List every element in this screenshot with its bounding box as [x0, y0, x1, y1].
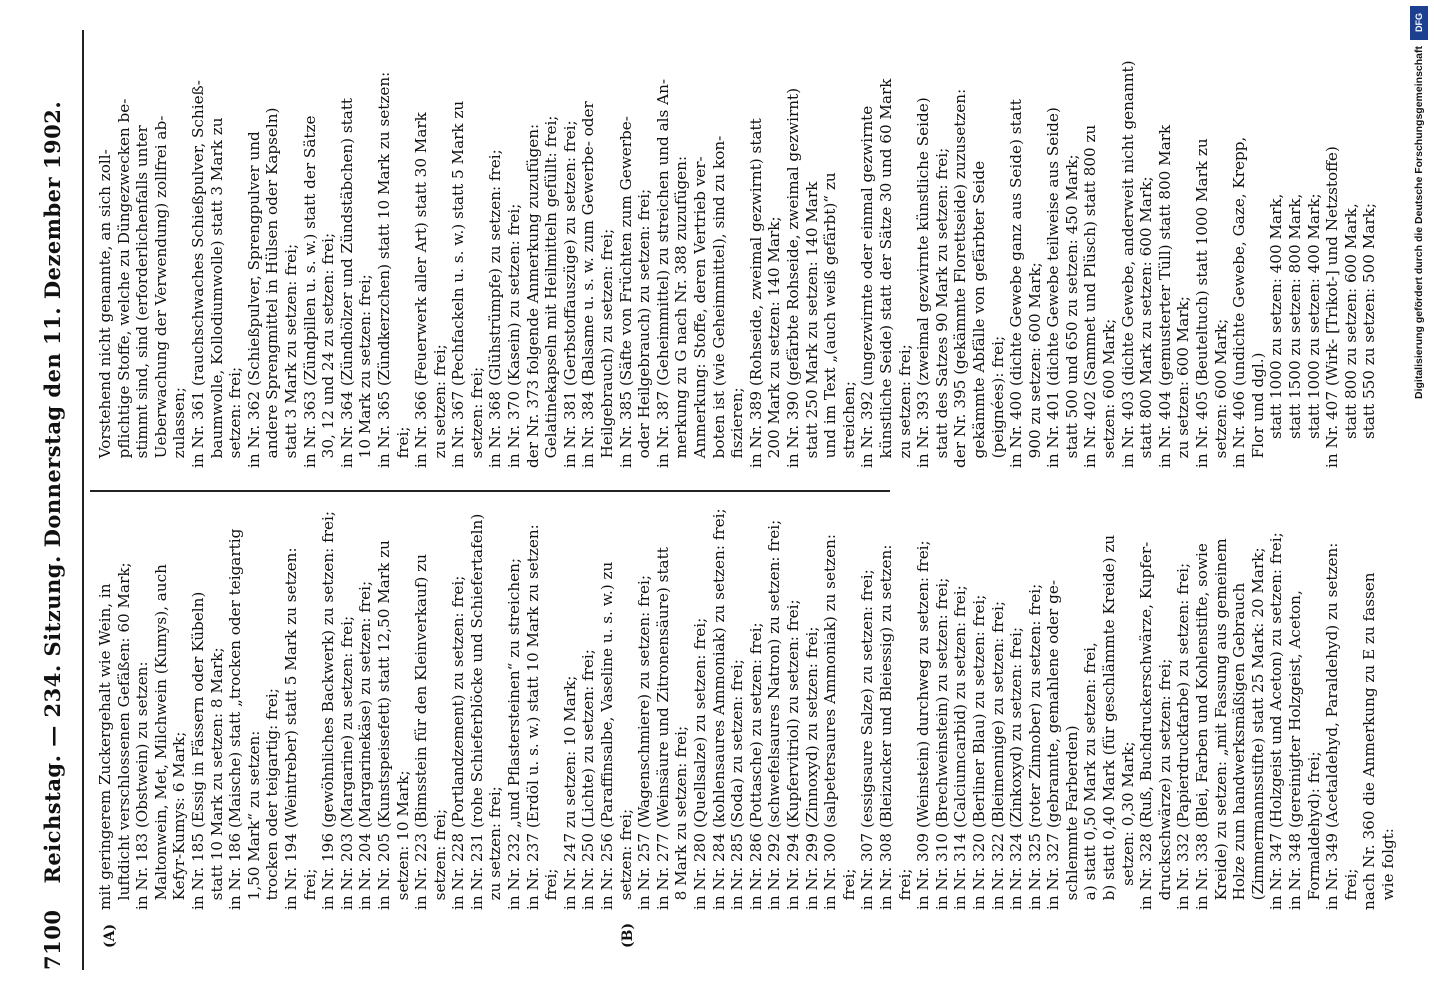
text-line: in Nr. 292 (schwefelsaures Natron) zu setzen: frei; — [765, 519, 784, 910]
text-line: und im Text „(auch weiß gefärbt)“ zu — [821, 172, 840, 468]
text-line: setzen: 600 Mark; — [1100, 318, 1119, 468]
text-line: Maltonwein, Met, Milchwein (Kumys), auch — [151, 564, 170, 910]
margin-marker-a: (A) — [102, 923, 118, 948]
text-line: 200 Mark zu setzen: 140 Mark; — [765, 216, 784, 468]
text-line: in Nr. 223 (Bimsstein für den Kleinverkauf) zu — [412, 554, 431, 910]
text-line: statt 800 Mark zu setzen: 600 Mark; — [1137, 176, 1156, 468]
text-line: mit geringerem Zuckergehalt wie Wein, in — [96, 583, 114, 910]
text-line: Heilgebrauch) zu setzen: frei; — [598, 228, 617, 468]
text-line: stimmt sind, sind (erforderlichenfalls unter — [133, 125, 152, 468]
text-line: in Nr. 364 (Zündhölzer und Zündstäbchen) statt — [337, 97, 356, 468]
text-line: in Nr. 370 (Kasein) zu setzen: frei; — [505, 203, 524, 468]
text-line: frei; — [839, 868, 858, 910]
text-line: statt 1000 zu setzen: 400 Mark, — [1267, 193, 1286, 468]
text-line: in Nr. 250 (Lichte) zu setzen: frei; — [579, 649, 598, 910]
text-line: in Nr. 310 (Brechweinstein) zu setzen: frei; — [932, 577, 951, 910]
text-line: in Nr. 228 (Portlandzement) zu setzen: frei; — [449, 575, 468, 910]
text-line: in Nr. 400 (dichte Gewebe ganz aus Seide) statt — [1007, 99, 1026, 468]
text-line: in Nr. 277 (Weinsäure und Zitronensäure) statt — [653, 547, 672, 910]
text-line: andere Sprengmittel in Hülsen oder Kapseln) — [263, 107, 282, 468]
text-line: in Nr. 196 (gewöhnliches Backwerk) zu setzen: frei; — [319, 511, 338, 910]
text-line: in Nr. 332 (Papierdruckfarbe) zu setzen: frei; — [1174, 562, 1193, 910]
text-line: a) statt 0,50 Mark zu setzen: frei, — [1081, 642, 1100, 910]
text-line: frei; — [1341, 868, 1360, 910]
text-line: merkung zu G nach Nr. 388 zuzufügen: — [672, 155, 691, 468]
text-line: statt 1500 zu setzen: 800 Mark, — [1286, 193, 1304, 468]
text-line: 10 Mark zu setzen: frei; — [356, 274, 375, 468]
text-line: Kreide) zu setzen: „mit Fassung aus gemeinem — [1211, 538, 1230, 910]
text-line: in Nr. 402 (Sammet und Plüsch) statt 800 zu — [1081, 124, 1100, 468]
text-line: Flor und dgl.) — [1248, 352, 1267, 468]
text-line: setzen: frei; — [226, 366, 245, 468]
text-line: künstliche Seide) statt der Sätze 30 und 60 Mark — [876, 78, 895, 468]
text-line: setzen: 600 Mark; — [1211, 318, 1230, 468]
text-line: druckschwärze) zu setzen: frei; — [1155, 658, 1174, 910]
text-line: Holze zum handwerksmäßigen Gebrauch — [1230, 582, 1249, 910]
text-line: in Nr. 325 (roter Zinnober) zu setzen: frei; — [1025, 583, 1044, 910]
text-line: in Nr. 349 (Acetaldehyd, Paraldehyd) zu setzen: — [1323, 542, 1342, 910]
right-column — [96, 60, 1379, 468]
text-line: der Nr. 395 (gekämmte Florettseide) zuzusetzen: — [951, 88, 970, 468]
text-line: in Nr. 300 (salpetersaures Ammoniak) zu setzen: — [821, 534, 840, 910]
text-line: in Nr. 286 (Pottasche) zu setzen: frei; — [746, 622, 765, 910]
text-line: in Nr. 183 (Obstwein) zu setzen: — [133, 661, 152, 910]
text-line: in Nr. 406 (undichte Gewebe, Gaze, Krepp, — [1230, 136, 1249, 468]
text-line: Formaldehyd): frei; — [1304, 751, 1323, 910]
text-line: in Nr. 322 (Bleimennige) zu setzen: frei; — [988, 601, 1007, 910]
text-line: in Nr. 204 (Margarinekäse) zu setzen: frei; — [356, 580, 375, 910]
text-line: in Nr. 338 (Blei, Farben und Kohlenstifte, sowie — [1193, 543, 1212, 910]
text-line: zu setzen: frei; — [430, 344, 449, 468]
text-line: nach Nr. 360 die Anmerkung zu E zu fassen — [1360, 572, 1379, 910]
text-line: in Nr. 405 (Beuteltuch) statt 1000 Mark zu — [1193, 138, 1212, 468]
page-header — [40, 30, 78, 970]
text-line: 30, 12 und 24 zu setzen: frei; — [319, 232, 338, 468]
text-line: 1,50 Mark“ zu setzen: — [244, 730, 263, 910]
text-line: in Nr. 294 (Kupfervitriol) zu setzen: frei; — [783, 599, 802, 910]
text-line: in Nr. 365 (Zündkerzchen) statt 10 Mark zu setzen: — [374, 71, 393, 468]
text-line: statt 800 zu setzen: 600 Mark, — [1341, 203, 1360, 468]
text-line: in Nr. 231 (rohe Schieferblöcke und Schiefertafeln) — [467, 513, 486, 910]
text-line: frei; — [393, 426, 412, 468]
header-rule — [82, 30, 84, 970]
text-line: frei; — [895, 868, 914, 910]
text-line: in Nr. 381 (Gerbstoffauszüge) zu setzen: frei; — [560, 120, 579, 468]
text-line: setzen: frei; — [467, 366, 486, 468]
text-line: in Nr. 328 (Ruß, Buchdruckerschwärze, Kupfer- — [1137, 541, 1156, 910]
text-line: in Nr. 320 (Berliner Blau) zu setzen: frei; — [969, 594, 988, 910]
text-line: 900 zu setzen: 600 Mark; — [1025, 262, 1044, 468]
text-line: Gelatinekapseln mit Heilmitteln gefüllt: frei; — [542, 115, 561, 468]
page-number: 7100 — [40, 909, 65, 970]
text-line: in Nr. 392 (ungezwirnte oder einmal gezwirnte — [858, 105, 877, 468]
text-line: in Nr. 363 (Zündpillen u. s. w.) statt der Sätze — [300, 115, 319, 468]
text-line: in Nr. 247 zu setzen: 10 Mark; — [560, 675, 579, 910]
text-line: in Nr. 280 (Quellsalze) zu setzen: frei; — [691, 617, 709, 910]
text-line: frei; — [542, 868, 561, 910]
text-line: in Nr. 194 (Weintreber) statt 5 Mark zu setzen: — [281, 547, 300, 910]
text-line: in Nr. 257 (Wagenschmiere) zu setzen: frei; — [635, 575, 654, 910]
text-line: in Nr. 186 (Maische) statt „trocken oder teigartig — [226, 528, 245, 910]
text-line: der Nr. 373 folgende Anmerkung zuzufügen: — [523, 123, 542, 468]
text-line: in Nr. 390 (gefärbte Rohseide, zweimal gezwirnt) — [783, 87, 802, 468]
text-line: setzen: frei; — [430, 808, 449, 910]
text-line: zu setzen: 600 Mark; — [1174, 296, 1193, 468]
text-line: statt 550 zu setzen: 500 Mark; — [1360, 203, 1379, 468]
text-line: trocken oder teigartig: frei; — [263, 688, 282, 910]
text-line: statt des Satzes 90 Mark zu setzen: frei; — [932, 147, 951, 468]
text-line: setzen: 0,30 Mark; — [1118, 741, 1137, 910]
text-line: zu setzen: frei; — [486, 786, 505, 910]
text-line: Kefyr-Kumys: 6 Mark; — [170, 731, 189, 910]
text-line: in Nr. 361 (rauchschwaches Schießpulver, Schieß- — [188, 80, 207, 468]
text-line: baumwolle, Kollodiumwolle) statt 3 Mark zu — [207, 117, 226, 468]
text-line: pflichtige Stoffe, welche zu Düngezwecken be- — [114, 98, 133, 468]
text-line: statt 3 Mark zu setzen: frei; — [281, 243, 300, 468]
text-line: in Nr. 285 (Soda) zu setzen: frei; — [728, 659, 747, 910]
text-line: b) statt 0,40 Mark (für geschlämmte Kreide) zu — [1100, 534, 1119, 910]
text-line: statt 1000 zu setzen: 400 Mark; — [1304, 193, 1323, 468]
text-line: (peignées): frei; — [988, 335, 1007, 468]
text-line: schlemmte Farberden) — [1062, 725, 1081, 910]
column-divider — [90, 490, 890, 492]
dfg-logo-icon: DFG — [1410, 6, 1428, 40]
text-line: setzen: frei; — [616, 808, 635, 910]
text-line: in Nr. 407 (Wirk- [Trikot-] und Netzstoffe) — [1323, 146, 1342, 468]
text-line: in Nr. 256 (Paraffinsalbe, Vaseline u. s. w.) zu — [598, 561, 617, 910]
text-line: frei; — [300, 868, 319, 910]
text-line: wie folgt: — [1378, 828, 1397, 910]
text-line: in Nr. 367 (Pechfackeln u. s. w.) statt 5 Mark zu — [449, 100, 468, 468]
text-line: gekämmte Abfälle von gefärbter Seide — [969, 160, 988, 468]
text-line: in Nr. 347 (Holzgeist und Aceton) zu setzen: frei; — [1267, 532, 1286, 910]
text-line: setzen: 10 Mark; — [393, 770, 412, 910]
text-line: in Nr. 389 (Rohseide, zweimal gezwirnt) statt — [746, 118, 765, 468]
text-line: in Nr. 205 (Kunstspeisefett) statt 12,50 Mark zu — [374, 540, 393, 910]
text-line: in Nr. 314 (Calciumcarbid) zu setzen: frei; — [951, 585, 970, 910]
text-line: fiszieren; — [728, 387, 747, 468]
text-line: in Nr. 327 (gebrannte, gemahlene oder ge- — [1044, 580, 1063, 910]
text-line: Anmerkung: Stoffe, deren Vertrieb ver- — [691, 156, 709, 468]
text-line: in Nr. 348 (gereinigter Holzgeist, Aceton, — [1286, 590, 1304, 910]
text-line: statt 500 und 650 zu setzen: 450 Mark; — [1062, 154, 1081, 468]
margin-marker-b: (B) — [620, 922, 636, 948]
text-line: Vorstehend nicht genannte, an sich zoll- — [96, 149, 114, 468]
text-line: in Nr. 232 „und Pflastersteinen“ zu streichen; — [505, 557, 524, 910]
text-line: in Nr. 307 (essigsaure Salze) zu setzen: frei; — [858, 569, 877, 910]
text-line: in Nr. 308 (Bleizucker und Bleiessig) zu setzen: — [876, 544, 895, 910]
text-line: in Nr. 237 (Erdöl u. s. w.) statt 10 Mark zu setzen: — [523, 524, 542, 910]
text-line: in Nr. 203 (Margarine) zu setzen: frei; — [337, 615, 356, 910]
text-line: boten ist (wie Geheimmittel), sind zu kon- — [709, 135, 728, 468]
credit-text: Digitalisierung gefördert durch die Deutsche Forschungsgemeinschaft — [1413, 46, 1425, 399]
text-line: 8 Mark zu setzen: frei; — [672, 725, 691, 910]
text-line: luftdicht verschlossenen Gefäßen: 60 Mark; — [114, 562, 133, 910]
digitization-credit — [1406, 0, 1432, 1000]
text-line: in Nr. 309 (Weinstein) durchweg zu setzen: frei; — [914, 540, 933, 910]
text-line: statt 10 Mark zu setzen: 8 Mark; — [207, 647, 226, 910]
text-line: statt 250 Mark zu setzen: 140 Mark — [802, 181, 821, 468]
text-line: in Nr. 401 (dichte Gewebe teilweise aus Seide) — [1044, 107, 1063, 468]
text-line: in Nr. 366 (Feuerwerk aller Art) statt 30 Mark — [412, 112, 431, 468]
running-head: Reichstag. — 234. Sitzung. Donnerstag den 11. Dezember 1902. — [40, 100, 65, 884]
text-line: oder Heilgebrauch) zu setzen: frei; — [635, 188, 654, 468]
left-column — [96, 505, 1397, 910]
text-line: in Nr. 404 (gemusterter Tüll) statt 800 Mark — [1155, 124, 1174, 468]
text-line: in Nr. 403 (dichte Gewebe, anderweit nicht genannt) — [1118, 60, 1137, 468]
text-line: in Nr. 284 (kohlensaures Ammoniak) zu setzen: frei; — [709, 508, 728, 910]
text-line: zu setzen: frei; — [895, 344, 914, 468]
text-line: in Nr. 362 (Schießpulver, Sprengpulver und — [244, 131, 263, 468]
text-line: streichen; — [839, 381, 858, 468]
text-line: in Nr. 385 (Säfte von Früchten zum Gewerbe- — [616, 116, 635, 468]
text-line: in Nr. 324 (Zinkoxyd) zu setzen: frei; — [1007, 627, 1026, 910]
text-line: zulassen; — [170, 387, 189, 468]
text-line: (Zimmermannsstifte) statt 25 Mark: 20 Mark; — [1248, 547, 1267, 910]
text-line: in Nr. 185 (Essig in Fässern oder Kübeln) — [188, 591, 207, 910]
text-line: in Nr. 393 (zweimal gezwirnte künstliche Seide) — [914, 97, 933, 468]
text-line: in Nr. 299 (Zinnoxyd) zu setzen: frei; — [802, 626, 821, 910]
text-line: in Nr. 384 (Balsame u. s. w. zum Gewerbe- oder — [579, 101, 598, 468]
text-line: Ueberwachung der Verwendung) zollfrei ab- — [151, 115, 170, 468]
text-line: in Nr. 387 (Geheimmittel) zu streichen und als An- — [653, 79, 672, 468]
text-line: in Nr. 368 (Glühstrümpfe) zu setzen: frei; — [486, 149, 505, 468]
